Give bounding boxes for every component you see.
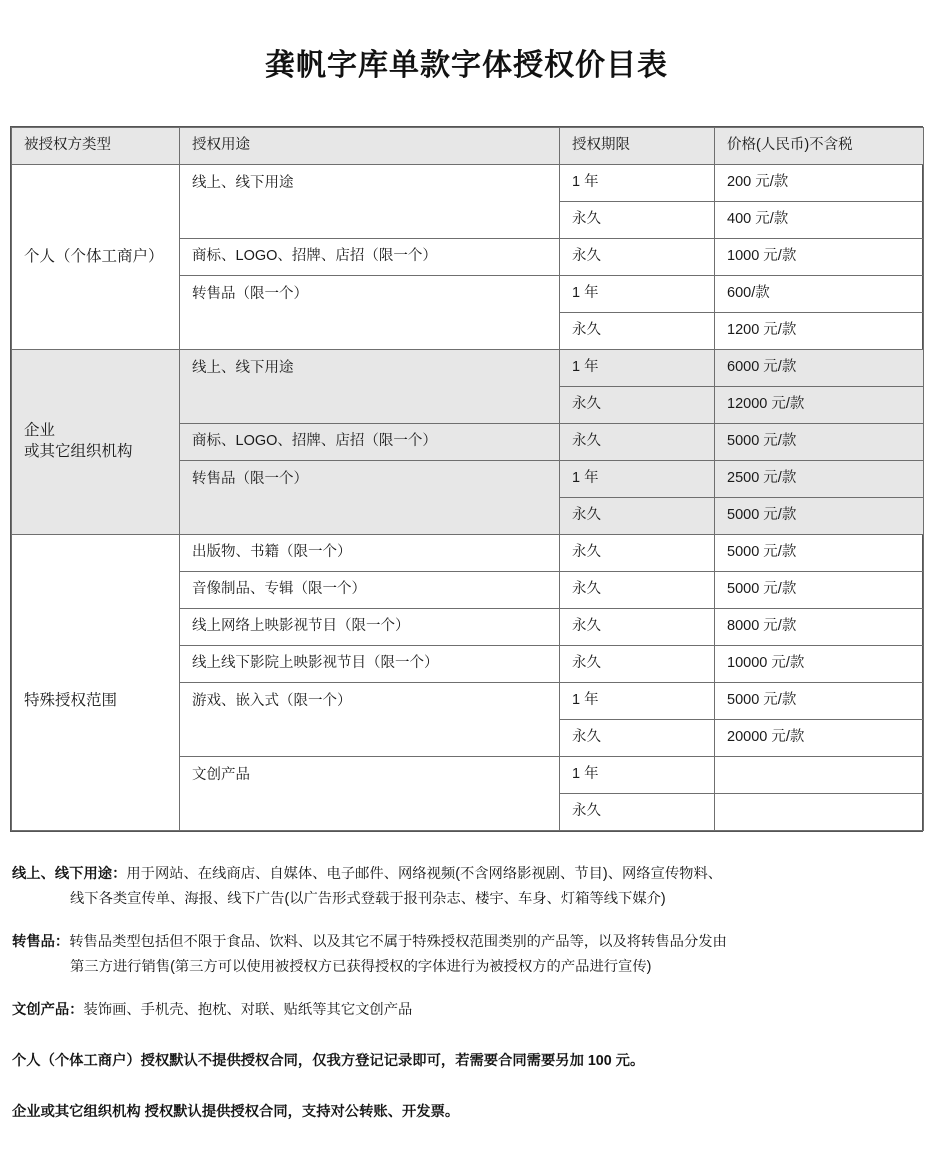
note-enterprise: 企业或其它组织机构 授权默认提供授权合同，支持对公转账、开发票。: [12, 1104, 460, 1121]
price-cell: 20000 元/款: [715, 720, 924, 757]
usage-cell: 商标、LOGO、招牌、店招（限一个）: [180, 424, 560, 461]
term-cell: 永久: [560, 313, 715, 350]
price-cell: 8000 元/款: [715, 609, 924, 646]
price-cell: 600/款: [715, 276, 924, 313]
note-cultural-label: 文创产品：: [12, 1002, 84, 1019]
usage-cell: 线上网络上映影视节目（限一个）: [180, 609, 560, 646]
column-header-usage: 授权用途: [180, 128, 560, 165]
price-cell: 200 元/款: [715, 165, 924, 202]
term-cell: 1 年: [560, 350, 715, 387]
price-cell: 5000 元/款: [715, 572, 924, 609]
note-online-offline: [12, 862, 921, 912]
term-cell: 1 年: [560, 165, 715, 202]
note-resale-line2: 第三方进行销售(第三方可以使用被授权方已获得授权的字体进行为被授权方的产品进行宣传): [70, 959, 652, 976]
term-cell: 1 年: [560, 757, 715, 794]
price-cell: [715, 794, 924, 831]
term-cell: 永久: [560, 387, 715, 424]
party-type-cell: 特殊授权范围: [12, 535, 180, 831]
usage-cell: 线上、线下用途: [180, 350, 560, 424]
column-header-party-type: 被授权方类型: [12, 128, 180, 165]
usage-cell: 转售品（限一个）: [180, 276, 560, 350]
price-table: [11, 127, 924, 831]
term-cell: 永久: [560, 720, 715, 757]
price-cell: 5000 元/款: [715, 498, 924, 535]
price-cell: [715, 757, 924, 794]
price-table-container: [10, 126, 923, 832]
term-cell: 永久: [560, 572, 715, 609]
term-cell: 永久: [560, 498, 715, 535]
column-header-term: 授权期限: [560, 128, 715, 165]
note-individual: 个人（个体工商户）授权默认不提供授权合同，仅我方登记记录即可，若需要合同需要另加 100 元。: [12, 1053, 645, 1070]
party-type-line2: 或其它组织机构: [24, 443, 133, 460]
table-row: [12, 535, 924, 572]
term-cell: 1 年: [560, 683, 715, 720]
note-online-offline-label: 线上、线下用途：: [12, 866, 127, 882]
term-cell: 永久: [560, 202, 715, 239]
term-cell: 1 年: [560, 461, 715, 498]
price-cell: 1200 元/款: [715, 313, 924, 350]
term-cell: 永久: [560, 609, 715, 646]
page-title: 龚帆字库单款字体授权价目表: [265, 49, 668, 82]
note-online-offline-line2: 线下各类宣传单、海报、线下广告(以广告形式登载于报刊杂志、楼宇、车身、灯箱等线下媒介): [70, 891, 666, 908]
party-type-cell: [12, 350, 180, 535]
table-row: [12, 165, 924, 202]
price-cell: 6000 元/款: [715, 350, 924, 387]
term-cell: 永久: [560, 424, 715, 461]
note-cultural-text: 装饰画、手机壳、抱枕、对联、贴纸等其它文创产品: [83, 1002, 413, 1019]
note-resale: [12, 930, 921, 980]
table-header: [12, 128, 924, 165]
price-cell: 2500 元/款: [715, 461, 924, 498]
price-cell: 5000 元/款: [715, 683, 924, 720]
price-cell: 10000 元/款: [715, 646, 924, 683]
usage-cell: 线上线下影院上映影视节目（限一个）: [180, 646, 560, 683]
price-cell: 1000 元/款: [715, 239, 924, 276]
party-type-line1: 企业: [24, 422, 56, 440]
usage-cell: 音像制品、专辑（限一个）: [180, 572, 560, 609]
header-row: [12, 128, 924, 165]
notes-section: [12, 862, 921, 1125]
price-cell: 5000 元/款: [715, 535, 924, 572]
note-cultural: [12, 998, 921, 1023]
usage-cell: 商标、LOGO、招牌、店招（限一个）: [180, 239, 560, 276]
usage-cell: 出版物、书籍（限一个）: [180, 535, 560, 572]
party-type-cell: 个人（个体工商户）: [12, 165, 180, 350]
price-cell: 400 元/款: [715, 202, 924, 239]
price-cell: 12000 元/款: [715, 387, 924, 424]
usage-cell: 游戏、嵌入式（限一个）: [180, 683, 560, 757]
term-cell: 永久: [560, 535, 715, 572]
term-cell: 永久: [560, 239, 715, 276]
term-cell: 1 年: [560, 276, 715, 313]
price-cell: 5000 元/款: [715, 424, 924, 461]
term-cell: 永久: [560, 646, 715, 683]
table-row: [12, 350, 924, 387]
note-resale-label: 转售品：: [12, 934, 70, 951]
term-cell: 永久: [560, 794, 715, 831]
table-body: [12, 165, 924, 831]
usage-cell: 线上、线下用途: [180, 165, 560, 239]
usage-cell: 转售品（限一个）: [180, 461, 560, 535]
column-header-price: 价格(人民币)不含税: [715, 128, 924, 165]
note-online-offline-line1: 用于网站、在线商店、自媒体、电子邮件、网络视频(不含网络影视剧、节目)、网络宣传物料、: [126, 866, 723, 882]
usage-cell: 文创产品: [180, 757, 560, 831]
note-resale-line1: 转售品类型包括但不限于食品、饮料、以及其它不属于特殊授权范围类别的产品等，以及将转售品分发由: [69, 934, 727, 951]
